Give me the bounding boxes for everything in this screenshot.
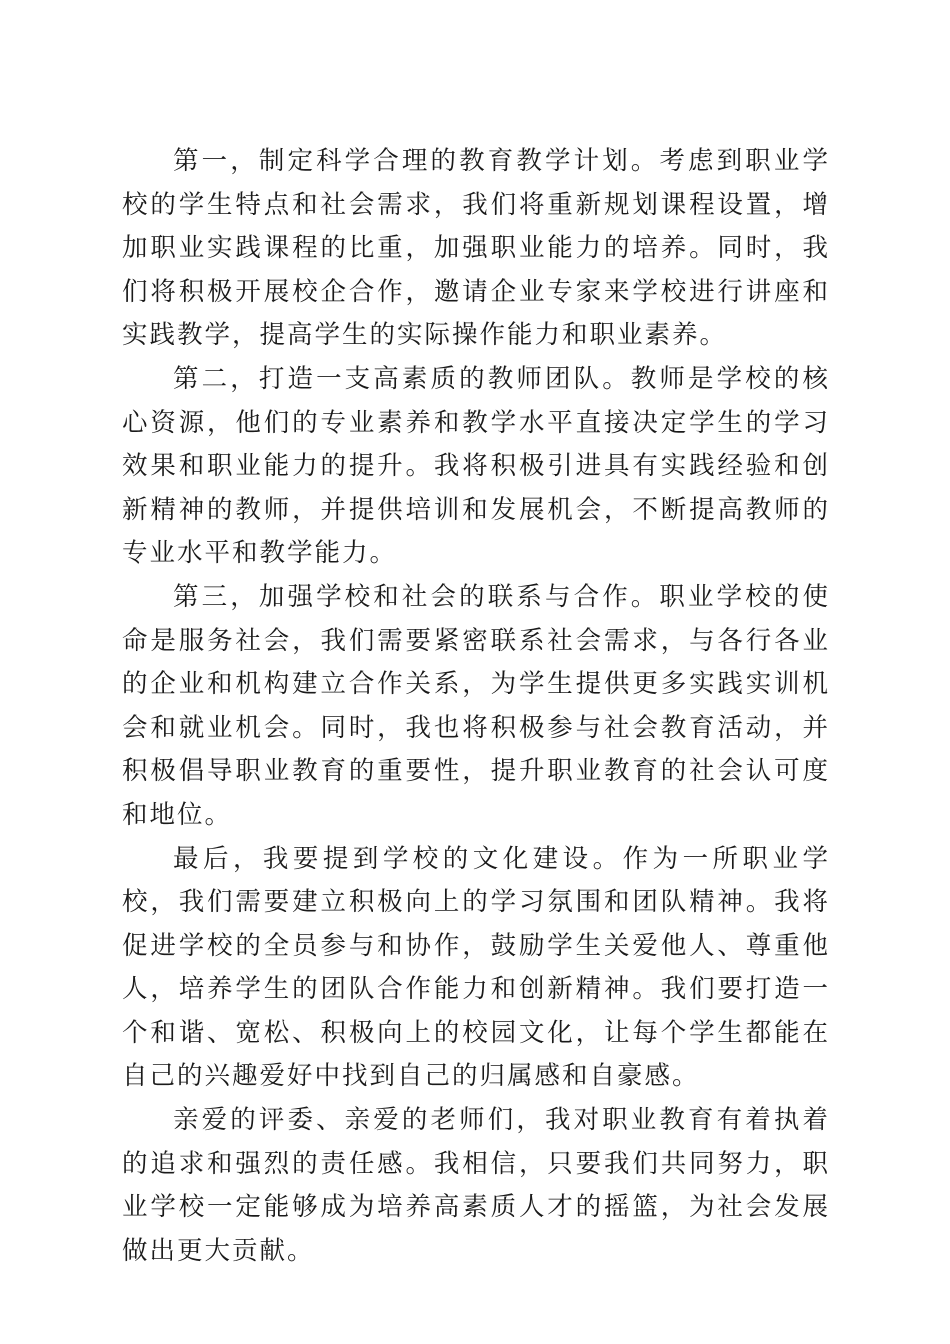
- paragraph-culture: 最后，我要提到学校的文化建设。作为一所职业学校，我们需要建立积极向上的学习氛围和团队精神。我将促进学校的全员参与和协作，鼓励学生关爱他人、尊重他人，培养学生的团队合作能力和创新精神。我们要打造一个和谐、宽松、积极向上的校园文化，让每个学生都能在自己的兴趣爱好中找到自己的归属感和自豪感。: [122, 843, 830, 1092]
- paragraph-first-point: 第一，制定科学合理的教育教学计划。考虑到职业学校的学生特点和社会需求，我们将重新规划课程设置，增加职业实践课程的比重，加强职业能力的培养。同时，我们将积极开展校企合作，邀请企业专家来学校进行讲座和实践教学，提高学生的实际操作能力和职业素养。: [122, 146, 830, 351]
- document-body: [122, 140, 830, 1273]
- paragraph-second-point: 第二，打造一支高素质的教师团队。教师是学校的核心资源，他们的专业素养和教学水平直接决定学生的学习效果和职业能力的提升。我将积极引进具有实践经验和创新精神的教师，并提供培训和发展机会，不断提高教师的专业水平和教学能力。: [122, 363, 830, 569]
- paragraph-closing: 亲爱的评委、亲爱的老师们，我对职业教育有着执着的追求和强烈的责任感。我相信，只要我们共同努力，职业学校一定能够成为培养高素质人才的摇篮，为社会发展做出更大贡献。: [122, 1105, 830, 1266]
- paragraph-third-point: 第三，加强学校和社会的联系与合作。职业学校的使命是服务社会，我们需要紧密联系社会需求，与各行各业的企业和机构建立合作关系，为学生提供更多实践实训机会和就业机会。同时，我也将积极参与社会教育活动，并积极倡导职业教育的重要性，提升职业教育的社会认可度和地位。: [122, 581, 830, 830]
